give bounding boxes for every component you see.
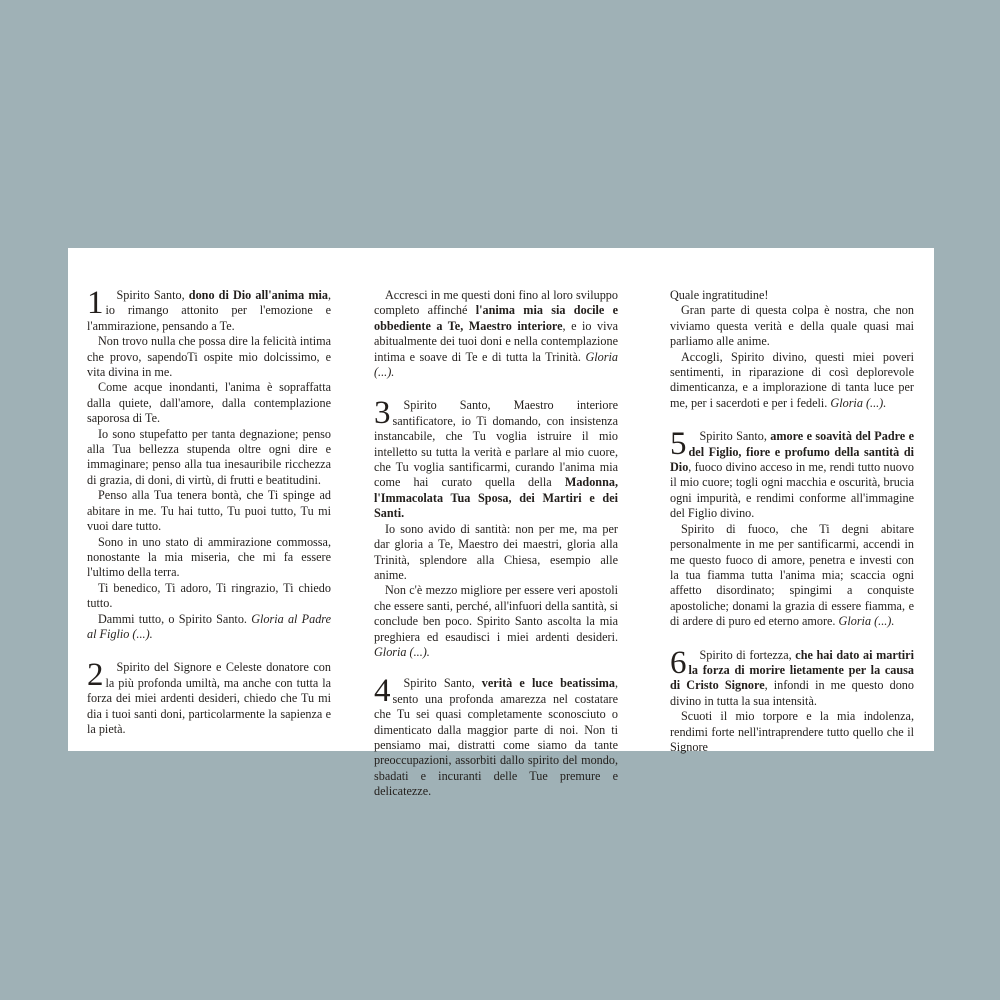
paragraph: Scuoti il mio torpore e la mia indolenza, rendimi forte nell'intraprendere tutto quello che il Signore bbox=[670, 709, 914, 754]
section-number-6: 6 bbox=[670, 644, 687, 681]
prayer-booklet-spread bbox=[68, 248, 934, 799]
paragraph: Accogli, Spirito divino, questi miei poveri sentimenti, in riparazione di così deplorevole dimenticanza, e a implorazione di tanta luce per me, per i sacerdoti e per i fedeli. Gloria (...). bbox=[670, 349, 914, 410]
paragraph: Dammi tutto, o Spirito Santo. Gloria al Padre al Figlio (...). bbox=[87, 611, 331, 641]
column-2 bbox=[374, 288, 618, 800]
section-number-1: 1 bbox=[87, 285, 104, 321]
section-1: 1 Spirito Santo, dono di Dio all'anima mia, io rimango attonito per l'emozione e l'ammirazione, pensando a Te. bbox=[87, 288, 331, 334]
section-2: 2 Spirito del Signore e Celeste donatore con la più profonda umiltà, ma anche con tutta la forza dei miei ardenti desideri, chiedo che Tu mi dia i tuoi santi doni, particolarmente la sapienza e la pietà. bbox=[87, 660, 331, 737]
section-3: 3 Spirito Santo, Maestro interiore santificatore, io Ti domando, con insistenza instancabile, che Tu voglia istruire il mio intelletto su tutta la verità e parlare al mio cuore, che Tu voglia santificarmi, curando l'anima mia come hai curato quella della Madonna, l'Immacolata Tua Sposa, dei Martiri e dei Santi. bbox=[374, 398, 618, 521]
section-number-2: 2 bbox=[87, 657, 104, 694]
paragraph: Gran parte di questa colpa è nostra, che non viviamo questa verità e della quale quasi mai parliamo alle anime. bbox=[670, 303, 914, 349]
paragraph: Spirito di fuoco, che Ti degni abitare personalmente in me per santificarmi, accendi in me questo fuoco di amore, penetra e investi con la tua fiamma tutta l'anima mia; scaccia ogni affetto disordinato; spingimi a conquiste apostoliche; donami la grazia di essere fiamma, e di ardere di puro ed eterno amore. Gloria (...). bbox=[670, 521, 914, 629]
paragraph: Non trovo nulla che possa dire la felicità intima che provo, sapendoTi ospite mio dolcissimo, e vita divina in me. bbox=[87, 334, 331, 380]
section-5: 5 Spirito Santo, amore e soavità del Padre e del Figlio, fiore e profumo della santità di Dio, fuoco divino acceso in me, rendi tutto nuovo il mio cuore; togli ogni macchia e oscurità, brucia ogni impurità, e rendimi conforme all'immagine del Figlio divino. bbox=[670, 429, 914, 521]
section-number-3: 3 bbox=[374, 395, 391, 432]
column-1 bbox=[87, 285, 332, 737]
section-6: 6 Spirito di fortezza, che hai dato ai martiri la forza di morire lietamente per la causa di Cristo Signore, infondi in me questo dono divino in tutta la sua intensità. bbox=[670, 648, 914, 710]
paragraph: Quale ingratitudine! bbox=[670, 288, 769, 302]
paragraph: Ti benedico, Ti adoro, Ti ringrazio, Ti chiedo tutto. bbox=[87, 580, 331, 611]
paragraph: Non c'è mezzo migliore per essere veri apostoli che essere santi, perché, all'infuori della santità, si conclude ben poco. Spirito Santo ascolta la mia preghiera ed esaudisci i miei ardenti desideri. Gloria (...). bbox=[374, 583, 618, 659]
paragraph: Sono in uno stato di ammirazione commossa, nonostante la mia miseria, che mi fa essere l'ultimo della terra. bbox=[87, 534, 331, 580]
section-number-4: 4 bbox=[374, 673, 391, 710]
paragraph: Accresci in me questi doni fino al loro sviluppo completo affinché l'anima mia sia docile e obbediente a Te, Maestro interiore, e io viva abitualmente dei tuoi doni e nella contemplazione intima e soave di Te e di tutta la Trinità. Gloria (...). bbox=[374, 288, 618, 380]
paragraph: Come acque inondanti, l'anima è sopraffatta dalla quiete, dall'amore, dalla contemplazione saporosa di Te. bbox=[87, 380, 331, 426]
paragraph: Io sono avido di santità: non per me, ma per dar gloria a Te, Maestro dei maestri, gloria alla Trinità, splendore alla Chiesa, esempio alle anime. bbox=[374, 521, 618, 582]
paragraph: Penso alla Tua tenera bontà, che Ti spinge ad abitare in me. Tu hai tutto, Tu puoi tutto, Tu mi vuoi dare tutto. bbox=[87, 488, 331, 534]
column-3 bbox=[670, 288, 914, 755]
section-4: 4 Spirito Santo, verità e luce beatissima, sento una profonda amarezza nel costatare che Tu sei quasi completamente sconosciuto o dimenticato dalla maggior parte di noi. Non ti pensiamo mai, distratti come siamo da tante preoccupazioni, assorbiti dallo spirito del mondo, sbadati e incuranti delle Tue premure e delicatezze. bbox=[374, 676, 618, 799]
paragraph: Io sono stupefatto per tanta degnazione; penso alla Tua bellezza stupenda oltre ogni dire e immaginare; penso alla tua inesauribile ricchezza di grazia, di doni, di virtù, di frutti e beatitudini. bbox=[87, 426, 331, 487]
section-number-5: 5 bbox=[670, 426, 687, 463]
